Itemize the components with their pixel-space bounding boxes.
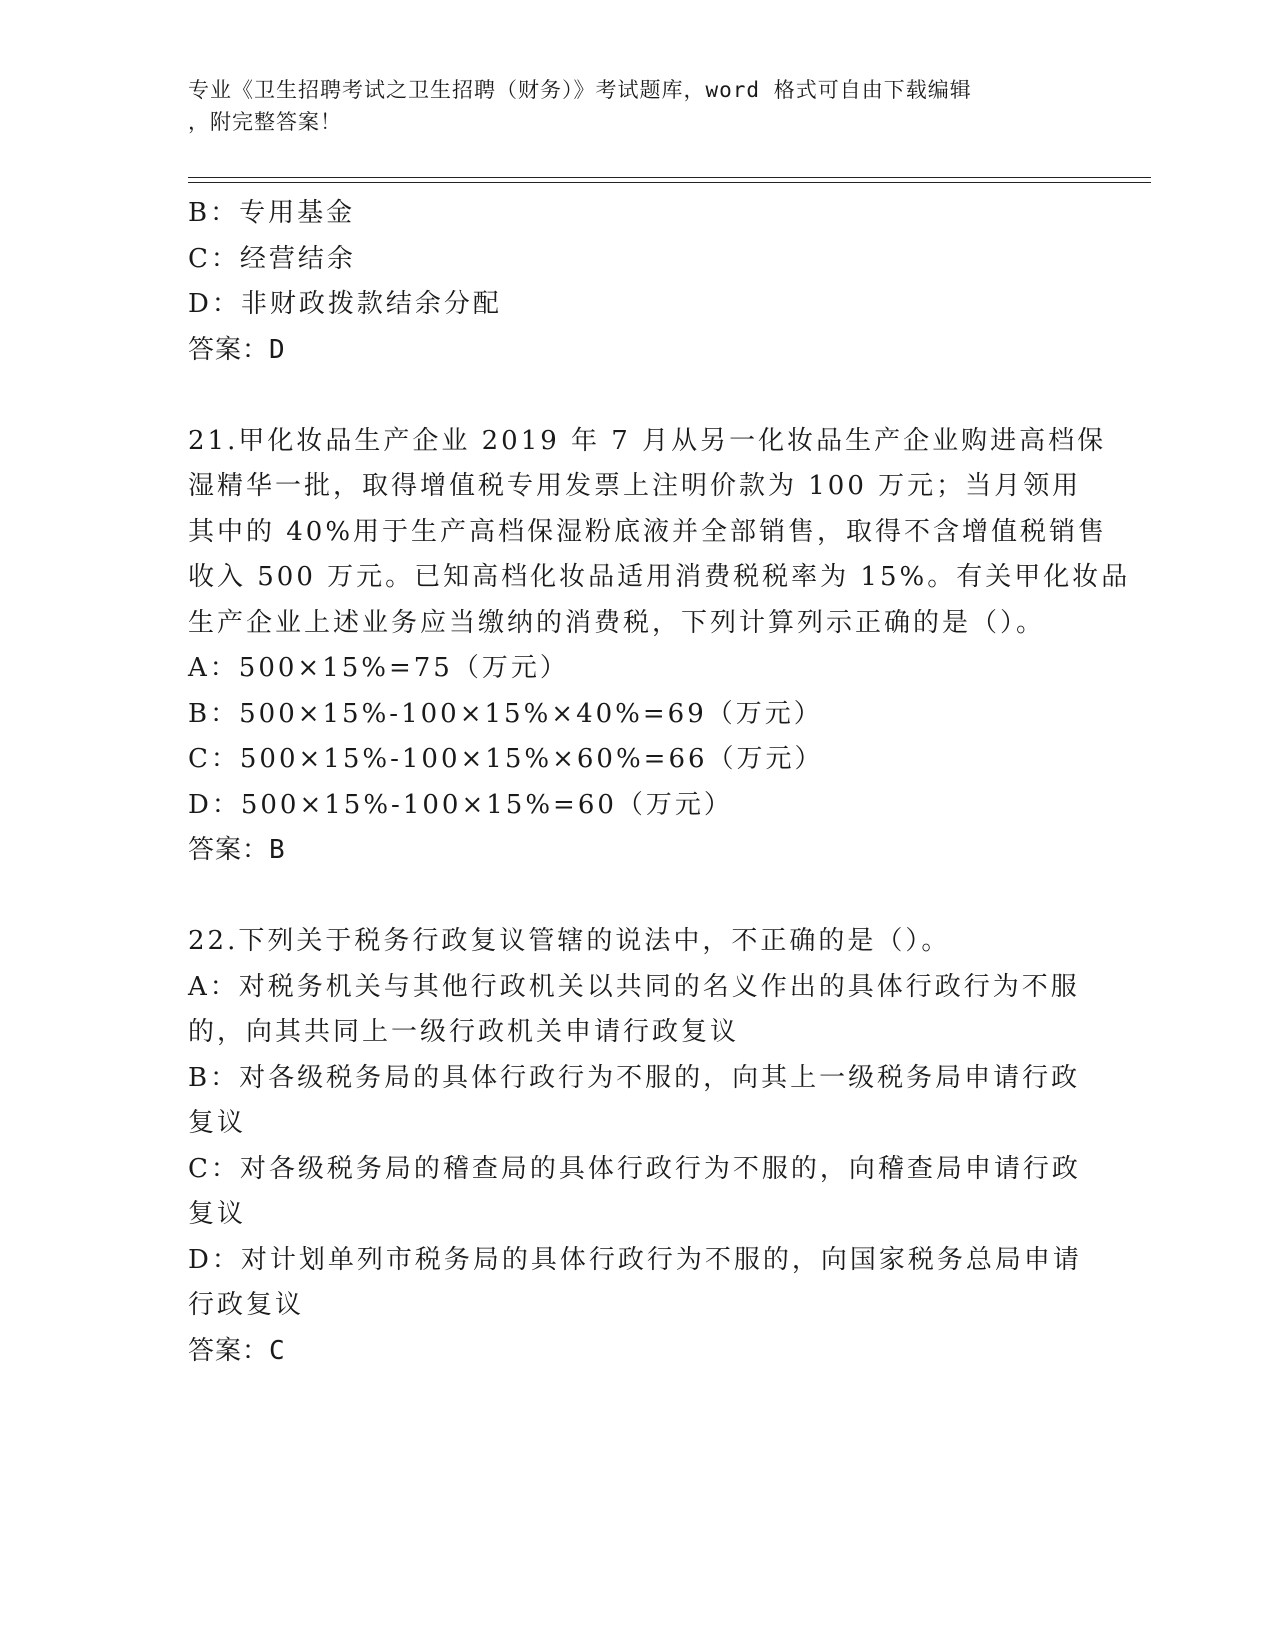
answer-line: 答案：C — [188, 1335, 286, 1366]
option-b: B：500×15%-100×15%×40%=69（万元） — [188, 698, 823, 729]
option-d: D：非财政拨款结余分配 — [188, 289, 502, 319]
option-b-line-2: 复议 — [188, 1108, 247, 1138]
header-divider-bottom — [188, 182, 1151, 183]
spacer — [188, 874, 1078, 920]
option-a-line-1: A：对税务机关与其他行政机关以共同的名义作出的具体行政行为不服 — [188, 971, 1080, 1002]
question-22 — [188, 919, 1082, 1374]
header-line-2: ，附完整答案！ — [188, 110, 342, 134]
option-d-line-2: 行政复议 — [188, 1290, 305, 1320]
question-stem-line: 生产企业上述业务应当缴纳的消费税，下列计算列示正确的是（）。 — [188, 607, 1046, 638]
option-b: B：专用基金 — [188, 198, 356, 228]
option-a: A：500×15%=75（万元） — [188, 653, 569, 683]
previous-question-block — [188, 191, 1078, 373]
option-d: D：500×15%-100×15%=60（万元） — [188, 789, 733, 820]
header-divider-top — [188, 177, 1151, 178]
question-stem-line: 收入 500 万元。已知高档化妆品适用消费税税率为 15%。有关甲化妆品 — [188, 562, 1131, 592]
option-b-line-1: B：对各级税务局的具体行政行为不服的，向其上一级税务局申请行政 — [188, 1062, 1081, 1093]
question-stem-line: 21.甲化妆品生产企业 2019 年 7 月从另一化妆品生产企业购进高档保 — [188, 425, 1107, 456]
option-c-line-2: 复议 — [188, 1199, 247, 1229]
document-body — [188, 191, 1131, 1374]
question-21 — [188, 419, 1131, 874]
option-c-line-1: C：对各级税务局的稽查局的具体行政行为不服的，向稽查局申请行政 — [188, 1153, 1081, 1184]
option-c: C：500×15%-100×15%×60%=66（万元） — [188, 744, 824, 774]
option-c: C：经营结余 — [188, 243, 356, 274]
spacer — [188, 373, 1078, 419]
option-a-line-2: 的，向其共同上一级行政机关申请行政复议 — [188, 1017, 740, 1047]
question-stem-line: 其中的 40%用于生产高档保湿粉底液并全部销售，取得不含增值税销售 — [188, 516, 1108, 547]
answer-line: 答案：D — [188, 334, 286, 365]
option-d-line-1: D：对计划单列市税务局的具体行政行为不服的，向国家税务总局申请 — [188, 1244, 1082, 1275]
question-stem-line: 22.下列关于税务行政复议管辖的说法中，不正确的是（）。 — [188, 926, 951, 956]
question-stem-line: 湿精华一批，取得增值税专用发票上注明价款为 100 万元；当月领用 — [188, 471, 1082, 501]
header-line-1: 专业《卫生招聘考试之卫生招聘（财务）》考试题库，word 格式可自由下载编辑 — [188, 78, 972, 102]
answer-line: 答案：B — [188, 835, 286, 865]
document-header — [188, 74, 1068, 138]
